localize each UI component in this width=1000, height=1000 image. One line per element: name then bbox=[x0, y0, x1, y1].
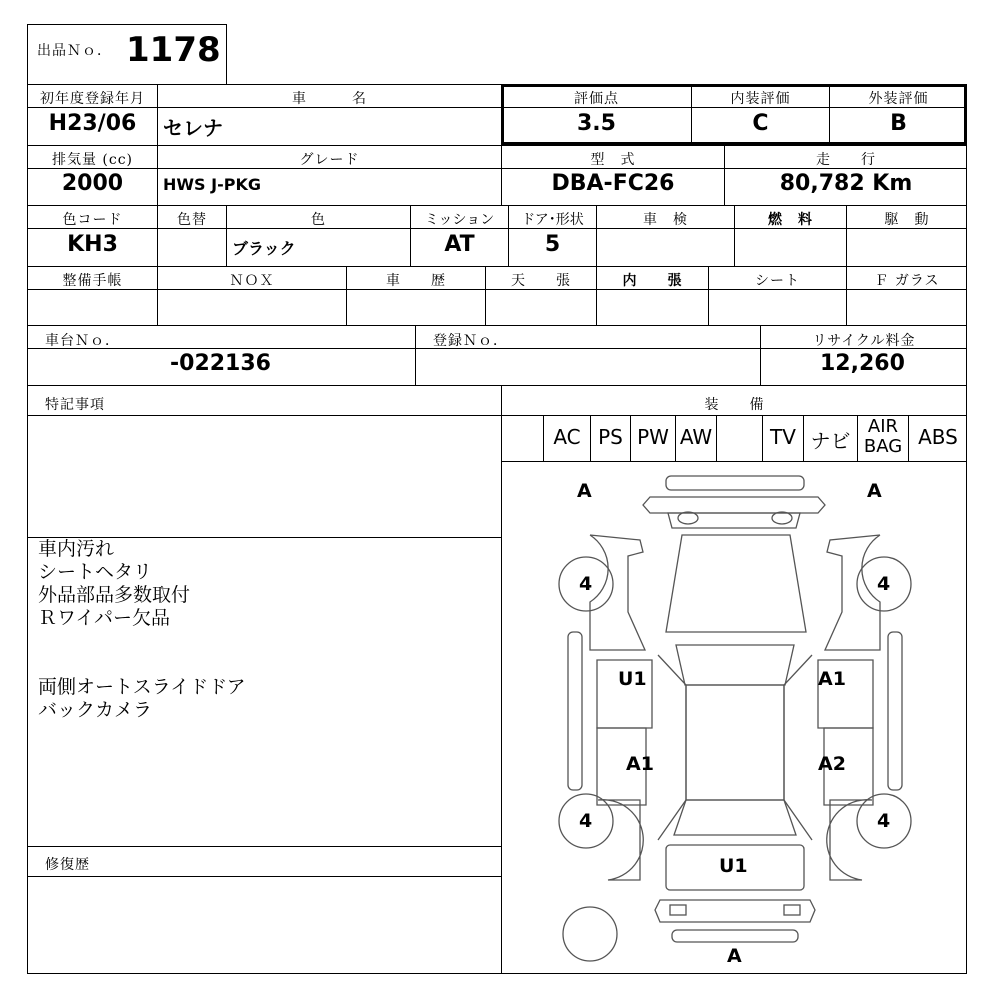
nox-label: ＮＯＸ bbox=[229, 273, 275, 289]
equipment-label: 装 備 bbox=[704, 397, 765, 413]
mark-door-rl: A1 bbox=[626, 753, 654, 775]
roof bbox=[686, 685, 784, 800]
recycle-value: 12,260 bbox=[820, 351, 905, 376]
lot-number: 1178 bbox=[126, 30, 221, 70]
reg-value: H23/06 bbox=[48, 111, 137, 136]
repaint-label: 色替 bbox=[177, 212, 207, 228]
mark-wheel-fl: 4 bbox=[579, 573, 593, 595]
reg-label: 初年度登録年月 bbox=[40, 91, 145, 107]
right-sill bbox=[888, 632, 902, 790]
disp-value: 2000 bbox=[61, 171, 124, 196]
lot-label: 出品Ｎｏ． bbox=[37, 43, 112, 59]
model-label: 型 式 bbox=[590, 152, 636, 168]
interior-label: 内装評価 bbox=[730, 91, 791, 107]
inner-label: 内 張 bbox=[622, 273, 683, 289]
windshield bbox=[676, 645, 794, 685]
model-value: DBA-FC26 bbox=[551, 171, 675, 196]
mission-label: ミッション bbox=[424, 212, 495, 228]
hood bbox=[666, 535, 806, 632]
spare-tire bbox=[563, 907, 617, 961]
remarks-text: 車内汚れ シートヘタリ 外品部品多数取付 Ｒワイパー欠品 両側オートスライドドア バックカメラ bbox=[38, 538, 246, 721]
name-label: 車 名 bbox=[292, 91, 367, 107]
left-sill bbox=[568, 632, 582, 790]
drive-label: 駆 動 bbox=[884, 212, 930, 228]
score-value: 3.5 bbox=[577, 111, 616, 136]
mark-rear: A bbox=[727, 945, 742, 967]
mark-wheel-rl: 4 bbox=[579, 810, 593, 832]
front-bumper bbox=[666, 476, 804, 490]
colorcode-value: KH3 bbox=[67, 232, 118, 257]
glass-label: Ｆ ガラス bbox=[874, 273, 940, 289]
mark-rear-glass: U1 bbox=[719, 855, 748, 877]
fuel-label: 燃 料 bbox=[768, 212, 813, 228]
mark-door-rr: A2 bbox=[818, 753, 846, 775]
equip-ac: AC bbox=[553, 425, 581, 449]
equip-pw: PW bbox=[637, 425, 669, 449]
chassis-label: 車台Ｎｏ． bbox=[45, 333, 120, 349]
door-value: 5 bbox=[544, 232, 561, 257]
exterior-label: 外装評価 bbox=[868, 91, 929, 107]
name-value: セレナ bbox=[163, 116, 223, 140]
front-lower bbox=[668, 513, 800, 528]
mark-front-right: A bbox=[867, 480, 882, 502]
mission-value: AT bbox=[444, 232, 475, 257]
mileage-value: 80,782 Km bbox=[779, 171, 913, 196]
mark-door-fl: U1 bbox=[618, 668, 647, 690]
disp-label: 排気量 (cc) bbox=[51, 152, 134, 168]
mark-front-left: A bbox=[577, 480, 592, 502]
exterior-value: B bbox=[890, 111, 907, 136]
door-label: ドア･形状 bbox=[521, 212, 584, 228]
history-label: 車 歴 bbox=[386, 273, 446, 289]
inspection-label: 車 検 bbox=[643, 212, 688, 228]
front-grille bbox=[643, 497, 825, 513]
mark-wheel-rr: 4 bbox=[877, 810, 891, 832]
colorcode-label: 色コード bbox=[62, 212, 123, 228]
recycle-label: リサイクル料金 bbox=[812, 333, 916, 349]
grade-value: HWS J-PKG bbox=[163, 175, 261, 194]
equip-aw: AW bbox=[679, 425, 713, 449]
color-value: ブラック bbox=[232, 239, 296, 258]
front-left-fender bbox=[590, 535, 645, 650]
interior-value: C bbox=[752, 111, 769, 136]
front-right-fender bbox=[825, 535, 880, 650]
repair-label: 修復歴 bbox=[45, 857, 90, 873]
service-label: 整備手帳 bbox=[62, 273, 123, 289]
mileage-label: 走 行 bbox=[816, 152, 876, 168]
rear-bumper bbox=[655, 900, 815, 922]
chassis-value: -022136 bbox=[170, 351, 271, 376]
mark-door-fr: A1 bbox=[818, 668, 846, 690]
equip-navi: ナビ bbox=[810, 429, 851, 453]
score-label: 評価点 bbox=[574, 91, 619, 107]
roof-label: 天 張 bbox=[511, 273, 571, 289]
equip-ps: PS bbox=[598, 425, 623, 449]
equip-tv: TV bbox=[770, 425, 796, 449]
mark-wheel-fr: 4 bbox=[877, 573, 891, 595]
equip-airbag: AIR BAG bbox=[863, 416, 903, 457]
seat-label: シート bbox=[755, 273, 800, 289]
rear-window bbox=[674, 800, 796, 835]
color-label: 色 bbox=[311, 212, 326, 228]
remarks-label: 特記事項 bbox=[45, 397, 105, 413]
equip-abs: ABS bbox=[918, 425, 958, 449]
grade-label: グレード bbox=[299, 152, 360, 168]
regno-label: 登録Ｎｏ． bbox=[433, 333, 508, 349]
